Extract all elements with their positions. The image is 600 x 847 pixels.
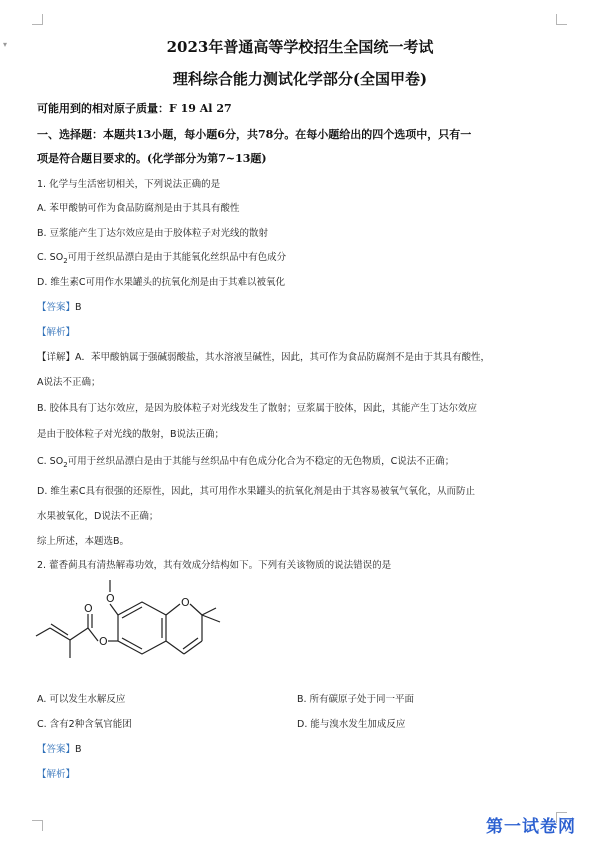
benzene-double-bond-3 — [122, 638, 142, 649]
q1-detail-c: C. $SO_2$可用于丝织品漂白是由于其能与丝织品中有色成分化合为不稳定的无色物质，C说法不正确； — [37, 456, 455, 469]
q2-analysis-tag: 【解析】 — [37, 769, 76, 780]
ring-o-bond-left — [166, 604, 180, 615]
pyran-alkene-bond — [184, 641, 202, 654]
atom-label-carbonyl-o: O — [84, 602, 93, 615]
pyran-ring-closure — [166, 641, 184, 654]
q2-stem: 2. 藿香蓟具有清热解毒功效，其有效成分结构如下。下列有关该物质的说法错误的是 — [37, 560, 392, 571]
edge-marker-icon: ▾ — [3, 40, 8, 49]
crop-mark-top-right — [556, 14, 567, 25]
q1-option-b: B. 豆浆能产生丁达尔效应是由于胶体粒子对光线的散射 — [37, 228, 269, 239]
terminal-methyl-bond — [36, 628, 50, 636]
answer-tag: 【答案】 — [37, 302, 76, 313]
q1-analysis-tag: 【解析】 — [37, 327, 76, 338]
q2-option-d: D. 能与溴水发生加成反应 — [297, 719, 406, 730]
q1-answer: 【答案】B — [37, 302, 82, 313]
section-heading-line2: 项是符合题目要求的。(化学部分为第7~13题) — [37, 152, 267, 165]
molecule-structure-diagram — [30, 578, 230, 678]
q1-option-a: A. 苯甲酸钠可作为食品防腐剂是由于其具有酸性 — [37, 203, 240, 214]
benzene-ring — [118, 602, 166, 654]
atomic-mass-line: 可能用到的相对原子质量：F 19 Al 27 — [37, 102, 232, 115]
page-subtitle: 理科综合能力测试化学部分(全国甲卷) — [172, 70, 428, 88]
q1-detail-a2: A说法不正确； — [37, 377, 101, 388]
crop-mark-top-left — [32, 14, 43, 25]
q1-detail-d1: D. 维生素C具有很强的还原性，因此，其可用作水果罐头的抗氧化剂是由于其容易被氧气氧化，从而防止 — [37, 486, 475, 497]
q1-option-c: C. $SO_2$可用于丝织品漂白是由于其能氧化丝织品中有色成分 — [37, 252, 287, 265]
methyl-bond-1 — [202, 608, 216, 615]
q2-option-c: C. 含有2种含氧官能团 — [37, 719, 132, 730]
q2-option-a: A. 可以发生水解反应 — [37, 694, 126, 705]
q1-option-d: D. 维生素C可用作水果罐头的抗氧化剂是由于其难以被氧化 — [37, 277, 285, 288]
benzene-double-bond-1 — [122, 607, 142, 618]
atom-label-ring-o: O — [181, 596, 190, 609]
brand-watermark: 第一试卷网 — [486, 817, 576, 837]
q1-detail-a1: 【详解】A．苯甲酸钠属于强碱弱酸盐，其水溶液呈碱性，因此，其可作为食品防腐剂不是由于其具有酸性， — [37, 352, 491, 363]
crop-mark-bottom-left — [32, 820, 43, 831]
ring-o-bond-right — [190, 604, 202, 615]
q1-stem: 1. 化学与生活密切相关，下列说法正确的是 — [37, 179, 221, 190]
atom-label-ester-o: O — [99, 635, 108, 648]
section-heading-line1: 一、选择题：本题共13小题，每小题6分，共78分。在每小题给出的四个选项中，只有一 — [37, 128, 472, 141]
methoxy-o-ring-bond — [110, 604, 118, 615]
answer-tag: 【答案】 — [37, 744, 76, 755]
q1-detail-b2: 是由于胶体粒子对光线的散射，B说法正确； — [37, 429, 225, 440]
methyl-bond-2 — [202, 615, 220, 622]
q1-detail-b1: B. 胶体具有丁达尔效应，是因为胶体粒子对光线发生了散射；豆浆属于胶体，因此，其能产生丁达尔效应 — [37, 403, 478, 414]
pyran-double-bond — [183, 638, 198, 649]
q1-conclusion: 综上所述，本题选B。 — [37, 536, 130, 547]
page-title: 2023年普通高等学校招生全国统一考试 — [166, 38, 434, 56]
atom-label-methoxy-o: O — [106, 592, 115, 605]
q2-answer: 【答案】B — [37, 744, 82, 755]
acyl-alkene-bond — [70, 628, 88, 640]
q2-option-b: B. 所有碳原子处于同一平面 — [297, 694, 415, 705]
o-carbonyl-bond — [88, 628, 98, 641]
q1-detail-d2: 水果被氧化，D说法不正确； — [37, 511, 159, 522]
